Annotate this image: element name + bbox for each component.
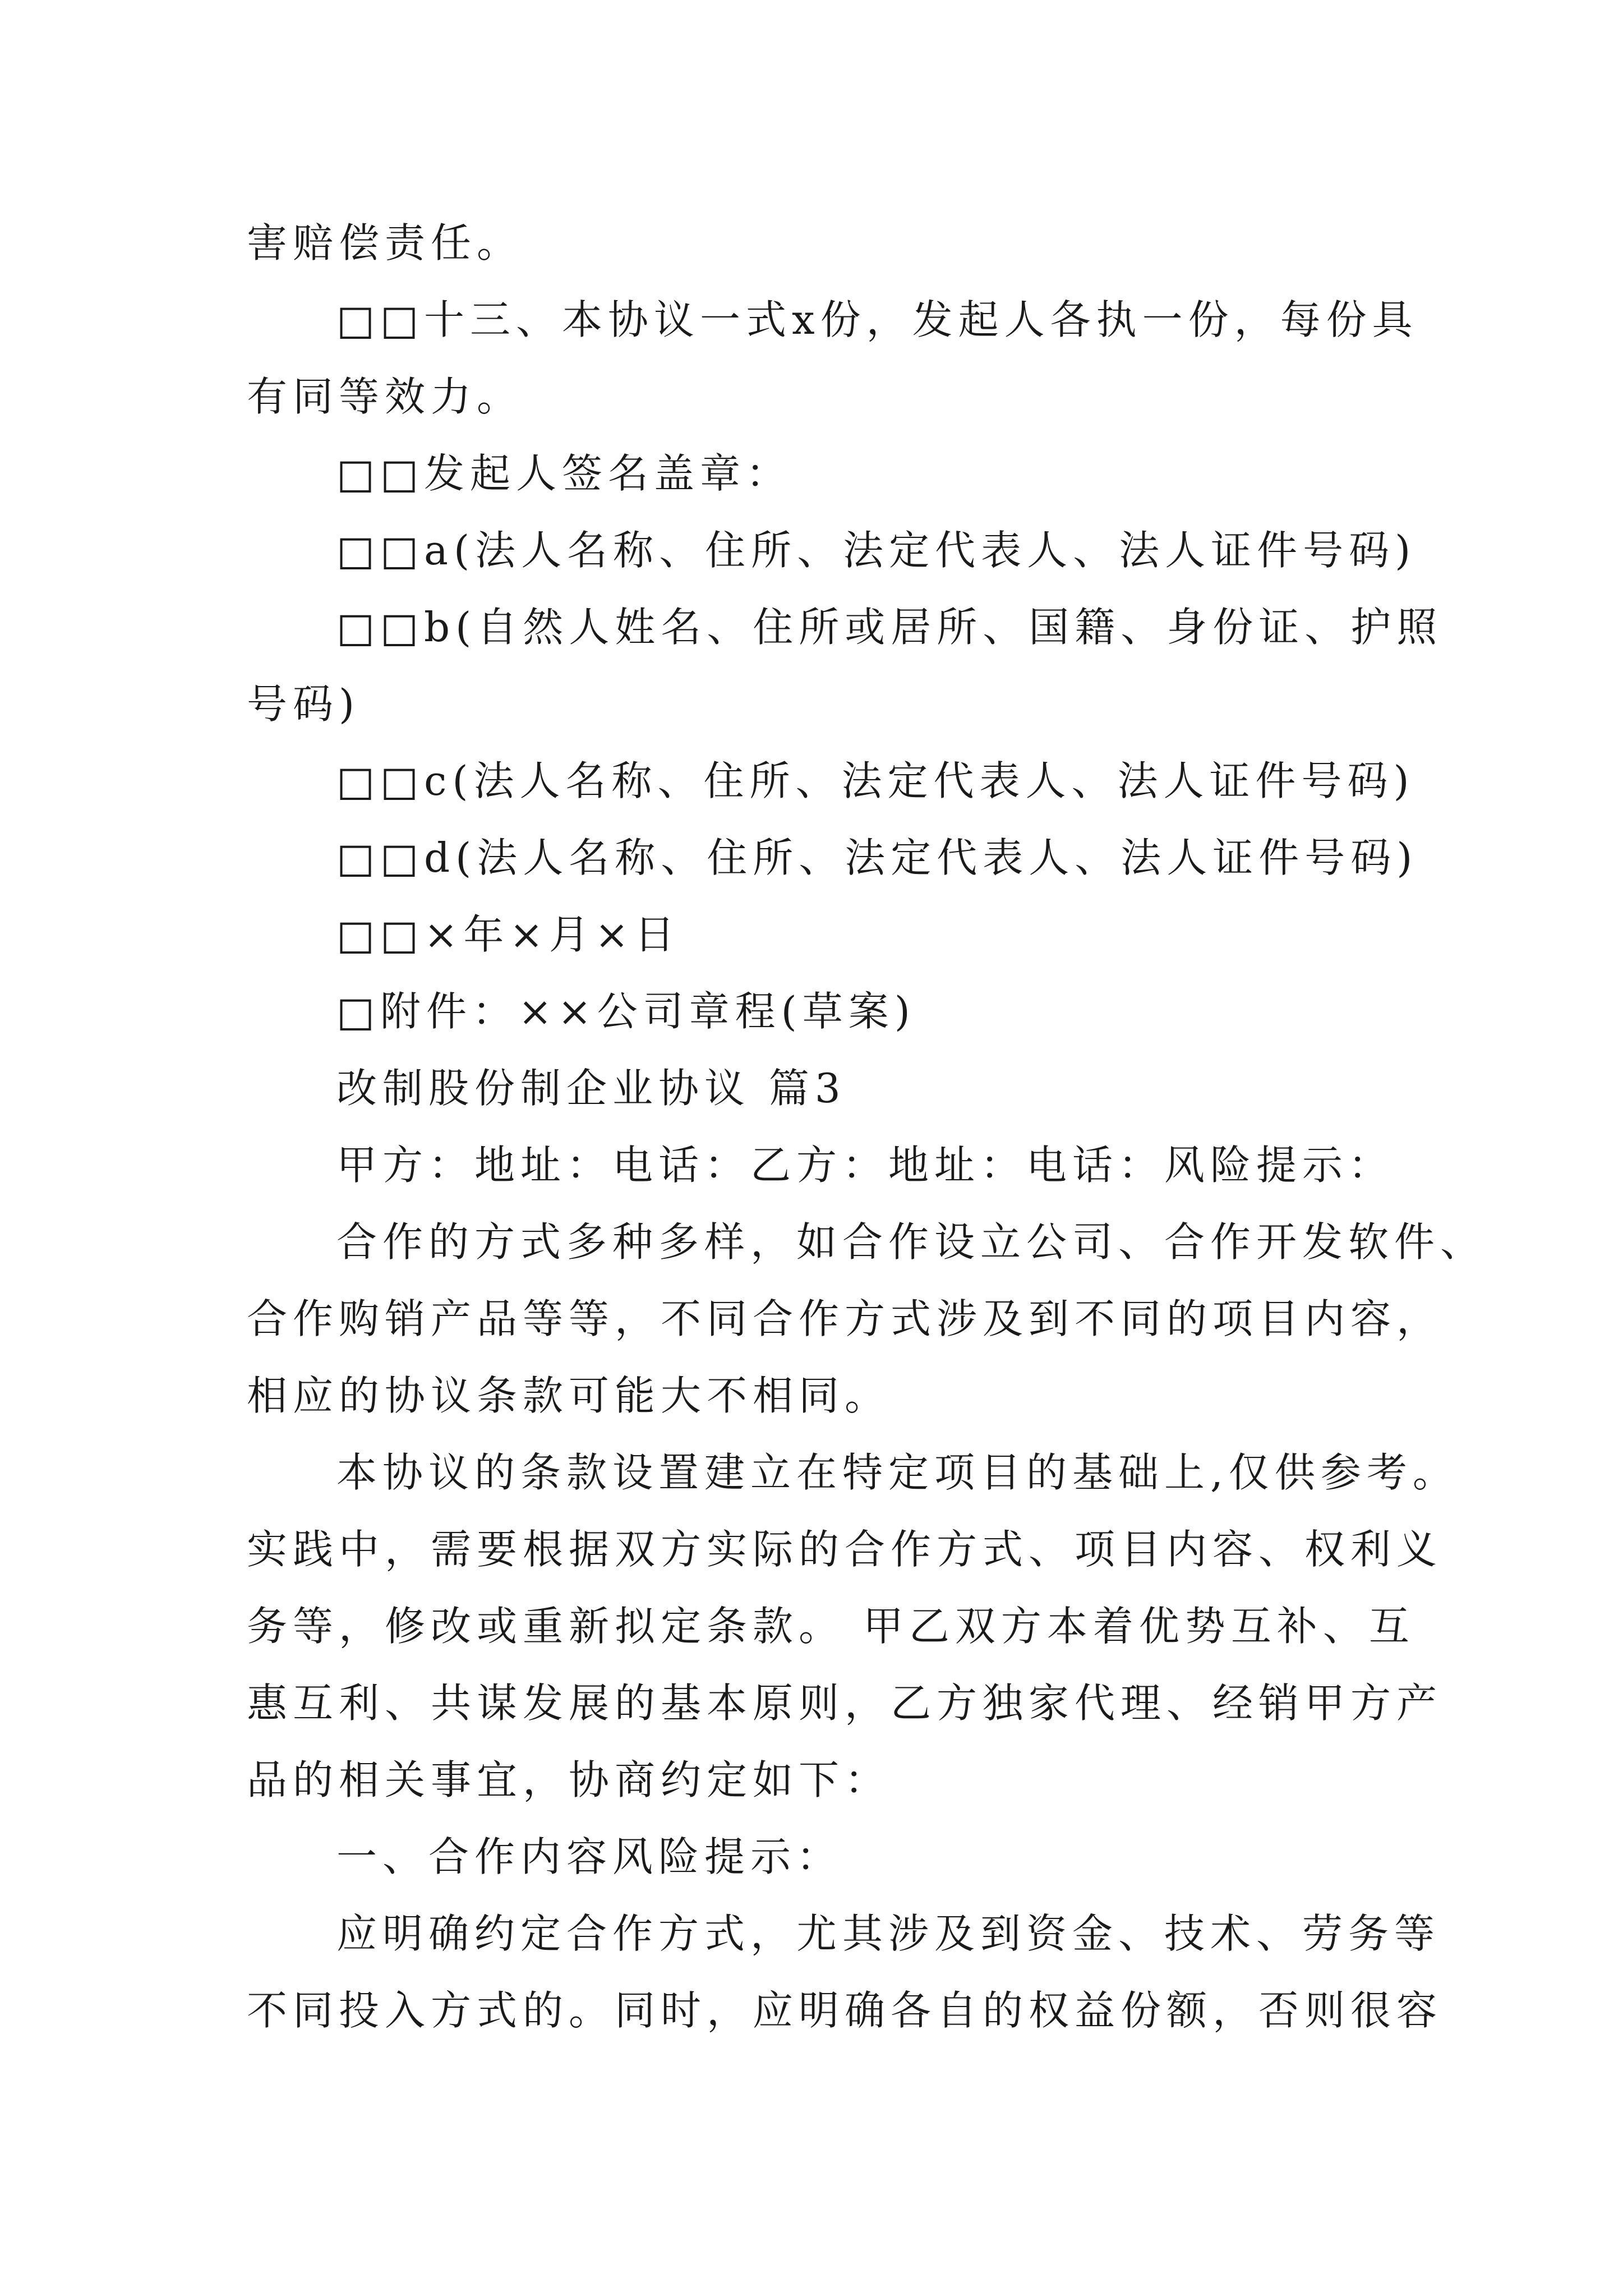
text-line: 合作的方式多种多样，如合作设立公司、合作开发软件、 bbox=[336, 1218, 1487, 1266]
text-line: □□×年×月×日 bbox=[336, 911, 681, 958]
text-line: 相应的协议条款可能大不相同。 bbox=[247, 1372, 891, 1419]
text-line: □□c(法人名称、住所、法定代表人、法人证件号码) bbox=[336, 757, 1415, 804]
text-line: 合作购销产品等等，不同合作方式涉及到不同的项目内容， bbox=[247, 1295, 1443, 1342]
text-line: 务等，修改或重新拟定条款。 甲乙双方本着优势互补、互 bbox=[247, 1603, 1415, 1650]
text-line: 害赔偿责任。 bbox=[247, 219, 523, 266]
text-line: □□a(法人名称、住所、法定代表人、法人证件号码) bbox=[336, 527, 1417, 574]
document-body bbox=[247, 205, 1487, 2049]
text-line: 品的相关事宜，协商约定如下： bbox=[247, 1756, 891, 1803]
text-line: 本协议的条款设置建立在特定项目的基础上,仅供参考。 bbox=[336, 1449, 1459, 1496]
text-line: □□发起人签名盖章： bbox=[336, 450, 792, 497]
text-line: 不同投入方式的。同时，应明确各自的权益份额，否则很容 bbox=[247, 1987, 1443, 2034]
text-line: 号码) bbox=[247, 680, 361, 728]
text-line: 有同等效力。 bbox=[247, 373, 523, 420]
text-line: □□d(法人名称、住所、法定代表人、法人证件号码) bbox=[336, 834, 1418, 881]
section-heading: 改制股份制企业协议 篇3 bbox=[336, 1065, 846, 1112]
text-line: 实践中，需要根据双方实际的合作方式、项目内容、权利义 bbox=[247, 1526, 1443, 1573]
text-line: □□十三、本协议一式x份，发起人各执一份，每份具 bbox=[336, 296, 1418, 343]
text-line: 一、合作内容风险提示： bbox=[336, 1833, 843, 1880]
text-line: 甲方：地址：电话：乙方：地址：电话：风险提示： bbox=[336, 1142, 1395, 1189]
text-line: 惠互利、共谋发展的基本原则，乙方独家代理、经销甲方产 bbox=[247, 1680, 1443, 1727]
text-line: □□b(自然人姓名、住所或居所、国籍、身份证、护照 bbox=[336, 604, 1443, 651]
text-line: □附件：××公司章程(草案) bbox=[336, 988, 916, 1035]
text-line: 应明确约定合作方式，尤其涉及到资金、技术、劳务等 bbox=[336, 1910, 1441, 1957]
